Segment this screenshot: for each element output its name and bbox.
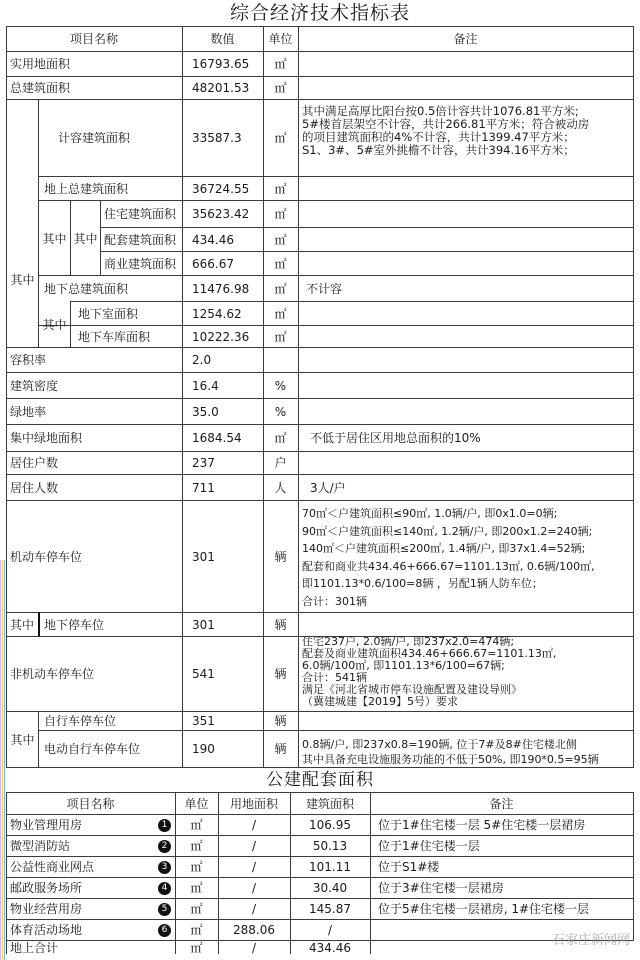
header-value: 数值	[210, 32, 235, 46]
sub-row-note: 位于5#住宅楼一层裙房, 1#住宅楼一层	[378, 902, 590, 916]
qizhong-label: 其中	[10, 617, 35, 632]
row-unit: 辆	[274, 549, 287, 564]
row-value: 541	[192, 667, 215, 681]
row-unit: 辆	[274, 742, 287, 756]
row-name: 居住户数	[10, 456, 59, 470]
row-name: 地下总建筑面积	[44, 281, 129, 296]
sub-row-area: 145.87	[309, 902, 351, 916]
sub-row-name: 物业管理用房 1	[10, 815, 175, 835]
row-unit: 辆	[274, 667, 287, 681]
section-title: 公建配套面积	[266, 770, 374, 790]
row-value: 16.4	[192, 378, 219, 393]
row-name: 地下停车位	[44, 617, 105, 632]
header-name: 项目名称	[69, 32, 118, 46]
row-value: 35.0	[192, 404, 219, 419]
row-value: 35623.42	[192, 207, 250, 221]
qizhong-label: 其中	[42, 317, 67, 332]
row-name: 地下车库面积	[78, 329, 151, 344]
row-value: 434.46	[192, 232, 234, 247]
row-value: 2.0	[192, 353, 212, 367]
sub-row-unit: ㎡	[190, 941, 203, 954]
sub-row-note: 位于1#住宅楼一层 5#住宅楼一层裙房	[378, 818, 586, 832]
qizhong-label: 其中	[42, 232, 67, 246]
row-name: 机动车停车位	[10, 549, 83, 564]
sub-row-land: 288.06	[233, 923, 275, 937]
qizhong-label: 其中	[10, 732, 35, 747]
row-name: 实用地面积	[10, 57, 71, 71]
sub-row-land: /	[251, 902, 257, 916]
sub-row-name: 地上合计	[10, 941, 59, 954]
row-unit: ㎡	[274, 306, 287, 321]
row-unit: ㎡	[274, 181, 287, 196]
qizhong-label: 其中	[73, 232, 98, 246]
row-name: 住宅建筑面积	[104, 207, 177, 221]
row-name: 居住人数	[10, 480, 59, 495]
header-unit: 单位	[268, 32, 293, 46]
sub-row-area: /	[327, 923, 333, 937]
row-unit: 人	[274, 480, 287, 495]
row-value: 1254.62	[192, 306, 242, 321]
qizhong-label: 其中	[10, 273, 35, 287]
row-name: 电动自行车停车位	[44, 742, 141, 756]
row-name: 地下室面积	[78, 306, 139, 321]
row-unit: ㎡	[274, 131, 287, 145]
row-name: 地上总建筑面积	[44, 181, 129, 196]
row-value: 1684.54	[192, 431, 242, 445]
row-unit: ㎡	[274, 431, 287, 445]
sub-row-note: 位于S1#楼	[378, 860, 440, 874]
circled-number-badge: 3	[158, 861, 171, 874]
row-unit: %	[274, 404, 287, 419]
sub-row-unit: ㎡	[190, 881, 203, 895]
header-note: 备注	[453, 32, 478, 46]
sub-row-unit: ㎡	[190, 818, 203, 832]
row-name: 绿地率	[10, 404, 47, 419]
row-value: 711	[192, 480, 215, 495]
row-unit: ㎡	[274, 207, 287, 221]
row-note: 不计容	[306, 281, 343, 296]
sub-row-land: /	[251, 881, 257, 895]
sub-row-unit: ㎡	[190, 839, 203, 853]
sub-row-name: 公益性商业网点 3	[10, 857, 175, 877]
sub-row-area: 30.40	[312, 881, 348, 895]
row-unit: ㎡	[274, 281, 287, 296]
sub-row-name: 体育活动场地 6	[10, 920, 175, 940]
sub-row-unit: ㎡	[190, 902, 203, 916]
watermark: 石家庄新闻网	[551, 933, 630, 948]
row-name: 非机动车停车位	[10, 667, 95, 681]
row-value: 16793.65	[192, 57, 250, 71]
sub-header-land: 用地面积	[229, 796, 278, 811]
row-name: 计容建筑面积	[58, 131, 131, 145]
row-name: 建筑密度	[10, 378, 59, 393]
row-name: 容积率	[10, 353, 47, 367]
sub-row-name: 物业经营用房 5	[10, 899, 175, 919]
sub-row-area: 106.95	[309, 818, 351, 832]
circled-number-badge: 4	[158, 882, 171, 895]
sub-row-land: /	[251, 839, 257, 853]
row-unit: ㎡	[274, 81, 287, 95]
row-value: 190	[192, 742, 215, 756]
row-unit: 辆	[274, 617, 287, 632]
row-name: 配套建筑面积	[104, 232, 177, 247]
circled-number-badge: 5	[158, 903, 171, 916]
sub-row-area: 50.13	[312, 839, 348, 853]
sub-header-note: 备注	[489, 796, 514, 811]
row-value: 666.67	[192, 256, 234, 271]
circled-number-badge: 1	[158, 819, 171, 832]
row-note: 住宅237户, 2.0辆/户, 即237x2.0=474辆; 配套及商业建筑面积434.46+666.67=1101.13㎡, 6.0辆/100㎡, 即1101.13*6/100=67辆; 合计：541辆 满足《河北省城市停车设施配置及建设导则》 （冀建城建【2019】5号）要求	[302, 636, 557, 708]
sub-header-name: 项目名称	[66, 796, 115, 811]
row-note: 3人/户	[310, 480, 346, 495]
row-value: 11476.98	[192, 281, 250, 296]
row-note: 其中满足高厚比阳台按0.5倍计容共计1076.81平方米; 5#楼首层架空不计容，共计266.81平方米；符合被动房 的项目建筑面积的4%不计容，共计1399.47平方米； S1、3#、5#室外挑檐不计容，共计394.16平方米；	[302, 104, 590, 157]
row-name: 商业建筑面积	[104, 256, 177, 271]
page-title: 综合经济技术指标表	[229, 2, 410, 24]
row-unit: ㎡	[274, 256, 287, 271]
circled-number-badge: 2	[158, 840, 171, 853]
sub-row-land: /	[251, 941, 257, 954]
sub-row-land: /	[251, 860, 257, 874]
row-name: 自行车停车位	[44, 714, 117, 728]
row-value: 237	[192, 456, 215, 470]
sub-row-name: 微型消防站 2	[10, 836, 175, 856]
sub-row-area: 101.11	[309, 860, 351, 874]
row-value: 36724.55	[192, 181, 250, 196]
circled-number-badge: 6	[158, 924, 171, 937]
row-note: 70㎡＜户建筑面积≤90㎡, 1.0辆/户, 即0x1.0=0辆; 90㎡＜户建筑面积≤140㎡, 1.2辆/户, 即200x1.2=240辆; 140㎡＜户建筑面积≤200㎡, 1.4辆/户, 即37x1.4=52辆; 配套和商业共434.46+666.67=1101.13㎡, 0.6辆/100㎡, 即1101.13*0.6/100=8辆 ，另配1辆人防车位； 合计：301辆	[302, 507, 595, 608]
row-value: 301	[192, 617, 215, 632]
sub-row-name: 邮政服务场所 4	[10, 878, 175, 898]
row-unit: 辆	[274, 714, 287, 728]
row-value: 48201.53	[192, 81, 250, 95]
sub-row-unit: ㎡	[190, 860, 203, 874]
row-value: 33587.3	[192, 131, 242, 145]
row-note: 0.8辆/户, 即237x0.8=190辆, 位于7#及8#住宅楼北侧 其中具备充电设施服务功能的不低于50%, 即190*0.5=95辆	[302, 738, 599, 766]
row-unit: ㎡	[274, 329, 287, 344]
sub-row-land: /	[251, 818, 257, 832]
sub-header-area: 建筑面积	[305, 796, 354, 811]
sub-row-area: 434.46	[309, 941, 351, 954]
row-unit: 户	[274, 456, 287, 470]
sub-row-unit: ㎡	[190, 923, 203, 937]
row-value: 301	[192, 549, 215, 564]
row-value: 351	[192, 714, 215, 728]
sub-header-unit: 单位	[184, 796, 209, 811]
row-name: 总建筑面积	[10, 81, 71, 95]
row-note: 不低于居住区用地总面积的10%	[310, 431, 481, 445]
sub-row-note: 位于1#住宅楼一层	[378, 839, 480, 853]
row-unit: %	[274, 378, 287, 393]
row-value: 10222.36	[192, 329, 250, 344]
row-name: 集中绿地面积	[10, 431, 83, 445]
row-unit: ㎡	[274, 57, 287, 71]
sub-row-note: 位于3#住宅楼一层裙房	[378, 881, 504, 895]
row-unit: ㎡	[274, 232, 287, 247]
